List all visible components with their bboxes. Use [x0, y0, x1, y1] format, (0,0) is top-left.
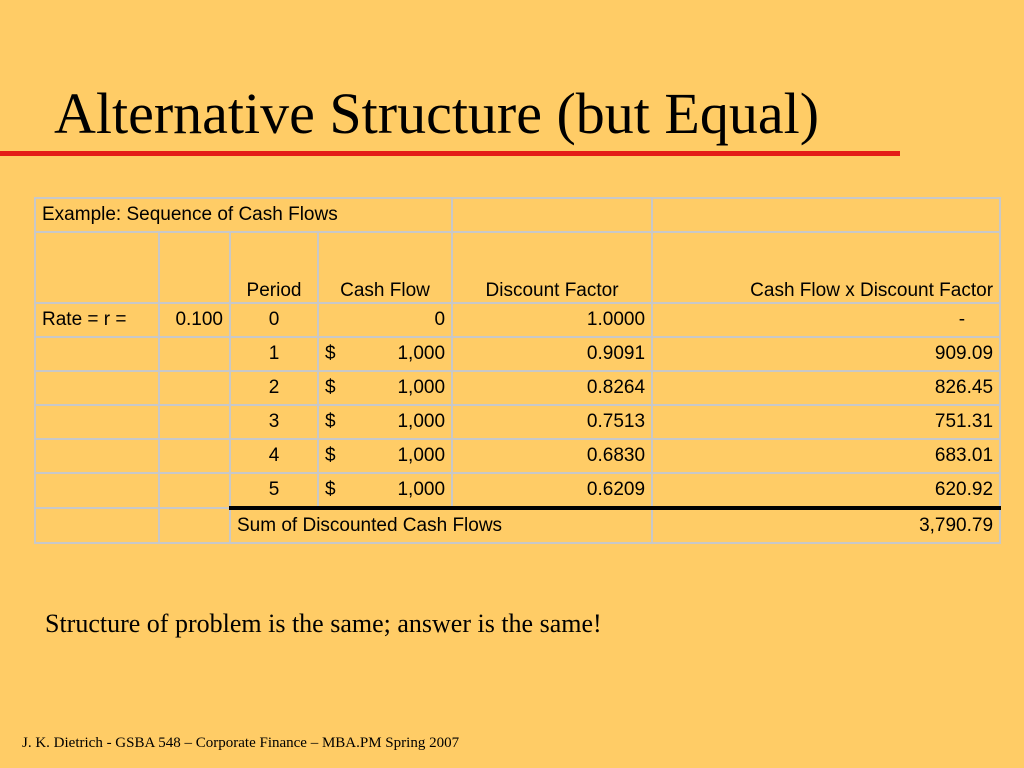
cash-flow-table — [34, 197, 1001, 544]
currency-sign: $ — [325, 445, 336, 466]
empty-cell — [159, 439, 230, 473]
cash-flow-cell — [318, 405, 452, 439]
header-product: Cash Flow x Discount Factor — [652, 232, 1000, 303]
discount-factor-cell: 0.6830 — [452, 439, 652, 473]
cash-flow-amount: 1,000 — [397, 377, 446, 398]
currency-sign: $ — [325, 479, 336, 500]
discount-factor-cell: 0.8264 — [452, 371, 652, 405]
period-cell: 4 — [230, 439, 318, 473]
currency-sign: $ — [325, 377, 336, 398]
product-cell: 751.31 — [652, 405, 1000, 439]
empty-cell — [35, 405, 159, 439]
slide-title: Alternative Structure (but Equal) — [54, 81, 820, 146]
cash-flow-cell — [318, 371, 452, 405]
period-cell: 5 — [230, 473, 318, 508]
empty-cell — [35, 371, 159, 405]
cash-flow-cell — [318, 303, 452, 337]
table-body — [35, 303, 1000, 508]
empty-cell — [159, 337, 230, 371]
header-discount-factor: Discount Factor — [452, 232, 652, 303]
currency-sign: $ — [325, 343, 336, 364]
cash-flow-cell — [318, 439, 452, 473]
period-cell: 3 — [230, 405, 318, 439]
rate-value: 0.100 — [159, 303, 230, 337]
empty-cell — [452, 198, 652, 232]
table-row — [35, 371, 1000, 405]
cash-flow-amount: 1,000 — [397, 411, 446, 432]
discount-factor-cell: 1.0000 — [452, 303, 652, 337]
period-cell: 2 — [230, 371, 318, 405]
empty-cell — [35, 337, 159, 371]
cash-flow-amount: 1,000 — [397, 343, 446, 364]
currency-sign: $ — [325, 411, 336, 432]
table-caption: Example: Sequence of Cash Flows — [35, 198, 452, 232]
product-cell: 826.45 — [652, 371, 1000, 405]
product-cell: - — [652, 303, 1000, 337]
cash-flow-amount: 1,000 — [397, 445, 446, 466]
table-row — [35, 439, 1000, 473]
header-cash-flow: Cash Flow — [318, 232, 452, 303]
table-row — [35, 337, 1000, 371]
table-row — [35, 473, 1000, 508]
empty-cell — [35, 439, 159, 473]
empty-cell — [159, 405, 230, 439]
empty-cell — [35, 473, 159, 508]
empty-cell — [159, 371, 230, 405]
header-period: Period — [230, 232, 318, 303]
sum-row — [35, 508, 1000, 543]
discount-factor-cell: 0.7513 — [452, 405, 652, 439]
discount-factor-cell: 0.9091 — [452, 337, 652, 371]
product-cell: 620.92 — [652, 473, 1000, 508]
cash-flow-cell — [318, 473, 452, 508]
sum-label: Sum of Discounted Cash Flows — [230, 508, 652, 543]
empty-cell — [35, 508, 159, 543]
cash-flow-amount: 0 — [434, 309, 446, 330]
slide-footer: J. K. Dietrich - GSBA 548 – Corporate Finance – MBA.PM Spring 2007 — [22, 735, 460, 751]
empty-cell — [159, 508, 230, 543]
title-underline — [0, 151, 900, 156]
table-row — [35, 405, 1000, 439]
rate-label: Rate = r = — [35, 303, 159, 337]
product-cell: 909.09 — [652, 337, 1000, 371]
period-cell: 1 — [230, 337, 318, 371]
slide-note: Structure of problem is the same; answer is the same! — [45, 609, 602, 638]
empty-cell — [652, 198, 1000, 232]
table-row — [35, 303, 1000, 337]
empty-cell — [35, 232, 159, 303]
cash-flow-amount: 1,000 — [397, 479, 446, 500]
discount-factor-cell: 0.6209 — [452, 473, 652, 508]
empty-cell — [159, 232, 230, 303]
product-cell: 683.01 — [652, 439, 1000, 473]
cash-flow-cell — [318, 337, 452, 371]
empty-cell — [159, 473, 230, 508]
table-caption-row — [35, 198, 1000, 232]
column-header-row — [35, 232, 1000, 303]
sum-value: 3,790.79 — [652, 508, 1000, 543]
period-cell: 0 — [230, 303, 318, 337]
